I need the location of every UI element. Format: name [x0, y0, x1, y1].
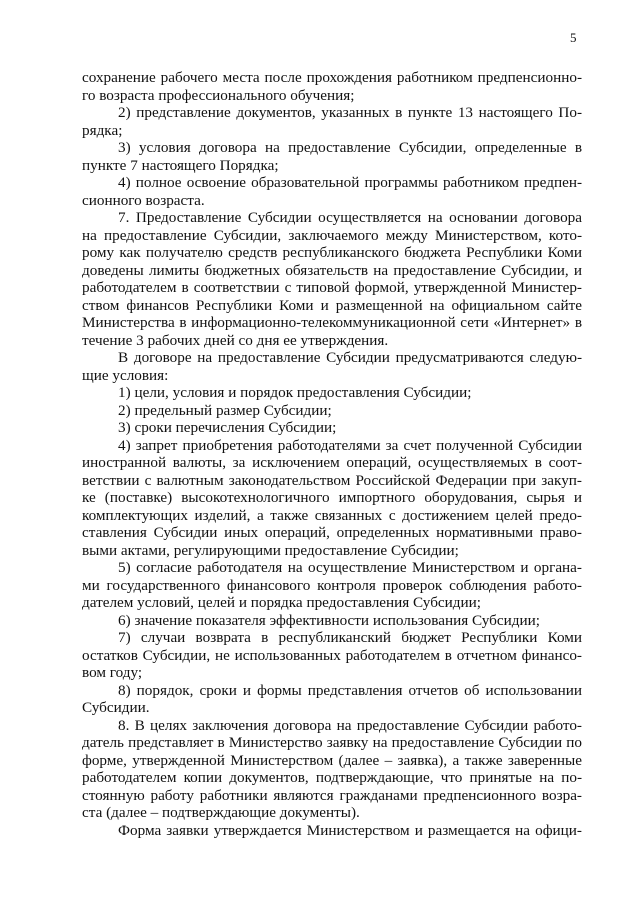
text-line: 8. В целях заключения договора на предоставление Субсидии работо- — [118, 716, 582, 734]
text-line: рому как получателю средств республиканского бюджета Республики Коми — [82, 244, 582, 261]
text-line: стоянную работу работники являются гражданами предпенсионного возра- — [82, 786, 582, 804]
body-text — [82, 69, 582, 839]
text-line: 8) порядок, сроки и формы представления отчетов об использовании — [118, 681, 582, 699]
text-line: Министерства в информационно-телекоммуникационной сети «Интернет» в — [82, 314, 582, 331]
text-line: 1) цели, условия и порядок предоставления Субсидии; — [118, 384, 472, 401]
text-line: Форма заявки утверждается Министерством и размещается на офици- — [118, 821, 582, 839]
text-line: остатков Субсидии, не использованных работодателем в отчетном финансо- — [82, 646, 582, 664]
text-line: пункте 7 настоящего Порядка; — [82, 156, 279, 174]
text-line: В договоре на предоставление Субсидии предусматриваются следую- — [118, 349, 582, 366]
text-line: вом году; — [82, 664, 143, 681]
text-line: 6) значение показателя эффективности использования Субсидии; — [118, 611, 540, 629]
text-line: го возраста профессионального обучения; — [82, 86, 355, 104]
text-line: ством финансов Республики Коми и размещенной на официальном сайте — [82, 296, 582, 314]
text-line: ста (далее – подтверждающие документы). — [82, 804, 360, 821]
text-line: 2) представление документов, указанных в пункте 13 настоящего По- — [118, 104, 582, 121]
text-line: выми актами, регулирующими предоставление Субсидии; — [82, 541, 459, 559]
text-line: на предоставление Субсидии, заключаемого между Министерством, кото- — [82, 226, 582, 244]
text-line: работодателем копии документов, подтверждающие, что принятые на по- — [82, 769, 582, 786]
text-line: работодателем в соответствии с типовой формой, утвержденной Министер- — [82, 279, 582, 296]
text-line: ставления Субсидии иных операций, определенных нормативными право- — [82, 524, 582, 541]
page-number: 5 — [570, 30, 577, 45]
text-line: ке (поставке) высокотехнологичного импортного оборудования, сырья и — [82, 489, 582, 506]
text-line: 5) согласие работодателя на осуществление Министерством и органа- — [118, 559, 582, 576]
text-line: 3) условия договора на предоставление Субсидии, определенные в — [118, 139, 582, 156]
text-line: дателем условий, целей и порядка предоставления Субсидии; — [82, 594, 481, 611]
text-line: Субсидии. — [82, 699, 150, 716]
text-line: 2) предельный размер Субсидии; — [118, 401, 332, 419]
text-line: рядка; — [82, 121, 123, 139]
text-line: форме, утвержденной Министерством (далее – заявка), а также заверенные — [82, 751, 582, 769]
text-line: ми государственного финансового контроля проверок соблюдения работо- — [82, 576, 582, 594]
text-line: 7) случаи возврата в республиканский бюджет Республики Коми — [118, 629, 582, 646]
text-line: датель представляет в Министерство заявку на предоставление Субсидии по — [82, 734, 582, 751]
text-line: сохранение рабочего места после прохождения работником предпенсионно- — [82, 69, 582, 86]
text-line: ветствии с валютным законодательством Российской Федерации при закуп- — [82, 471, 582, 489]
text-line: щие условия: — [82, 366, 169, 384]
text-line: 4) полное освоение образовательной программы работником предпен- — [118, 174, 582, 191]
text-line: иностранной валюты, за исключением операций, осуществляемых в соот- — [82, 454, 582, 471]
text-line: 7. Предоставление Субсидии осуществляется на основании договора — [118, 209, 582, 226]
text-line: 3) сроки перечисления Субсидии; — [118, 419, 337, 436]
text-line: сионного возраста. — [82, 191, 205, 209]
text-line: комплектующих изделий, а также связанных с достижением целей предо- — [82, 506, 582, 524]
text-line: доведены лимиты бюджетных обязательств на предоставление Субсидии, и — [82, 261, 582, 279]
text-line: 4) запрет приобретения работодателями за счет полученной Субсидии — [118, 436, 582, 454]
text-line: течение 3 рабочих дней со дня ее утверждения. — [82, 331, 389, 349]
